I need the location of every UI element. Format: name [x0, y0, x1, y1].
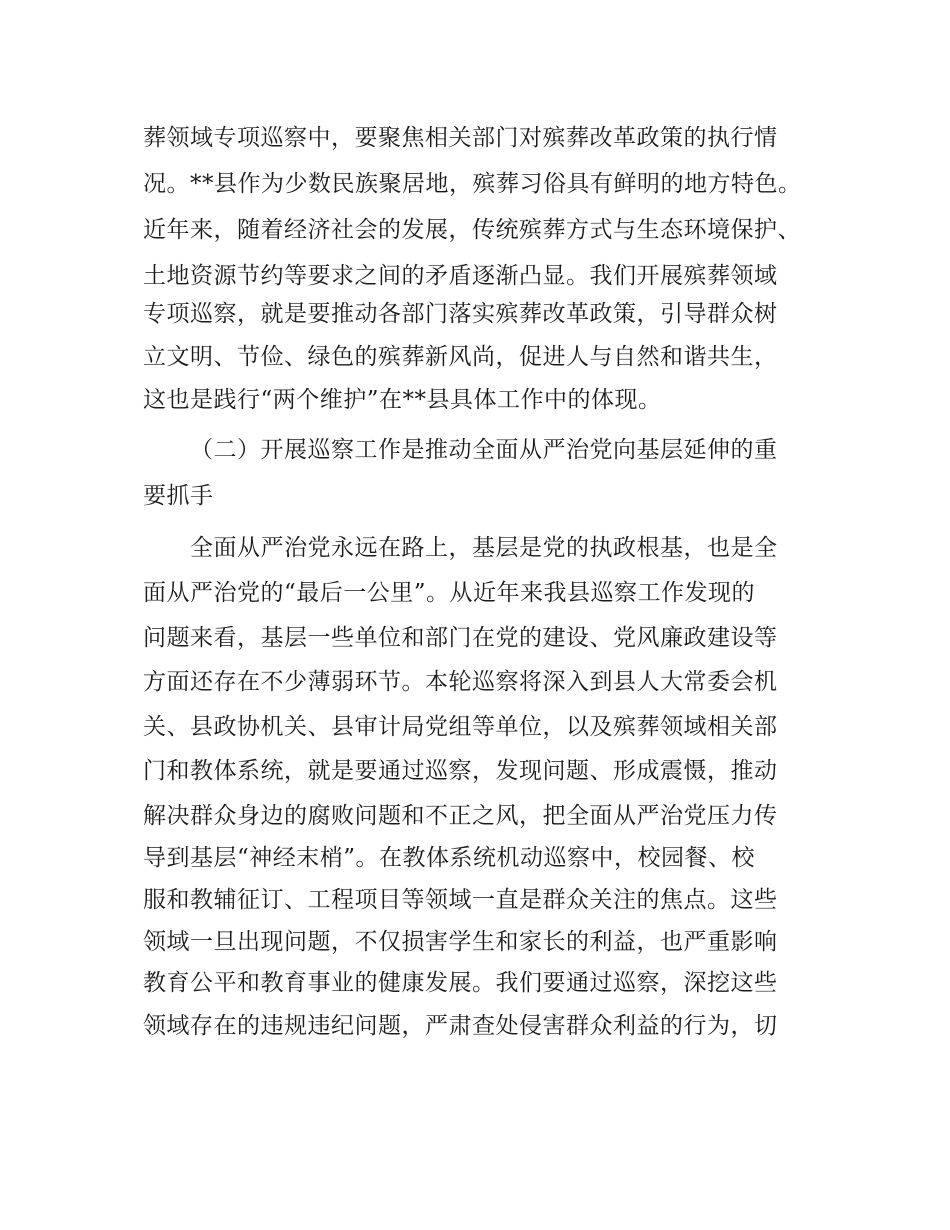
paragraph-line: 立文明、节俭、绿色的殡葬新风尚，促进人与自然和谐共生， — [143, 344, 778, 370]
paragraph-line: 这也是践行“两个维护”在**县具体工作中的体现。 — [143, 387, 662, 413]
paragraph-line: 近年来，随着经济社会的发展，传统殡葬方式与生态环境保护、 — [143, 217, 801, 243]
paragraph-line: 门和教体系统，就是要通过巡察，发现问题、形成震慑，推动 — [143, 758, 778, 784]
section-heading-line: 要抓手 — [143, 483, 214, 509]
paragraph-line: 葬领域专项巡察中，要聚焦相关部门对殡葬改革政策的执行情 — [143, 125, 778, 151]
paragraph-line: 问题来看，基层一些单位和部门在党的建设、党风廉政建设等 — [143, 625, 778, 651]
paragraph-line: 服和教辅征订、工程项目等领域一直是群众关注的焦点。这些 — [143, 887, 778, 913]
paragraph-line: 领域一旦出现问题，不仅损害学生和家长的利益，也严重影响 — [143, 929, 778, 955]
paragraph-line: 面从严治党的“最后一公里”。从近年来我县巡察工作发现的 — [143, 580, 756, 606]
paragraph-line: 况。**县作为少数民族聚居地，殡葬习俗具有鲜明的地方特色。 — [143, 171, 802, 197]
paragraph-line: 领域存在的违规违纪问题，严肃查处侵害群众利益的行为，切 — [143, 1013, 778, 1039]
paragraph-line: 全面从严治党永远在路上，基层是党的执政根基，也是全 — [190, 535, 778, 561]
paragraph-line: 方面还存在不少薄弱环节。本轮巡察将深入到县人大常委会机 — [143, 669, 778, 695]
paragraph-line: 土地资源节约等要求之间的矛盾逐渐凸显。我们开展殡葬领域 — [143, 263, 778, 289]
paragraph-line: 解决群众身边的腐败问题和不正之风，把全面从严治党压力传 — [143, 803, 778, 829]
section-heading-line: （二）开展巡察工作是推动全面从严治党向基层延伸的重 — [190, 437, 778, 463]
paragraph-line: 导到基层“神经末梢”。在教体系统机动巡察中，校园餐、校 — [143, 845, 756, 871]
paragraph-line: 教育公平和教育事业的健康发展。我们要通过巡察，深挖这些 — [143, 970, 778, 996]
paragraph-line: 关、县政协机关、县审计局党组等单位，以及殡葬领域相关部 — [143, 714, 778, 740]
paragraph-line: 专项巡察，就是要推动各部门落实殡葬改革政策，引导群众树 — [143, 301, 778, 327]
